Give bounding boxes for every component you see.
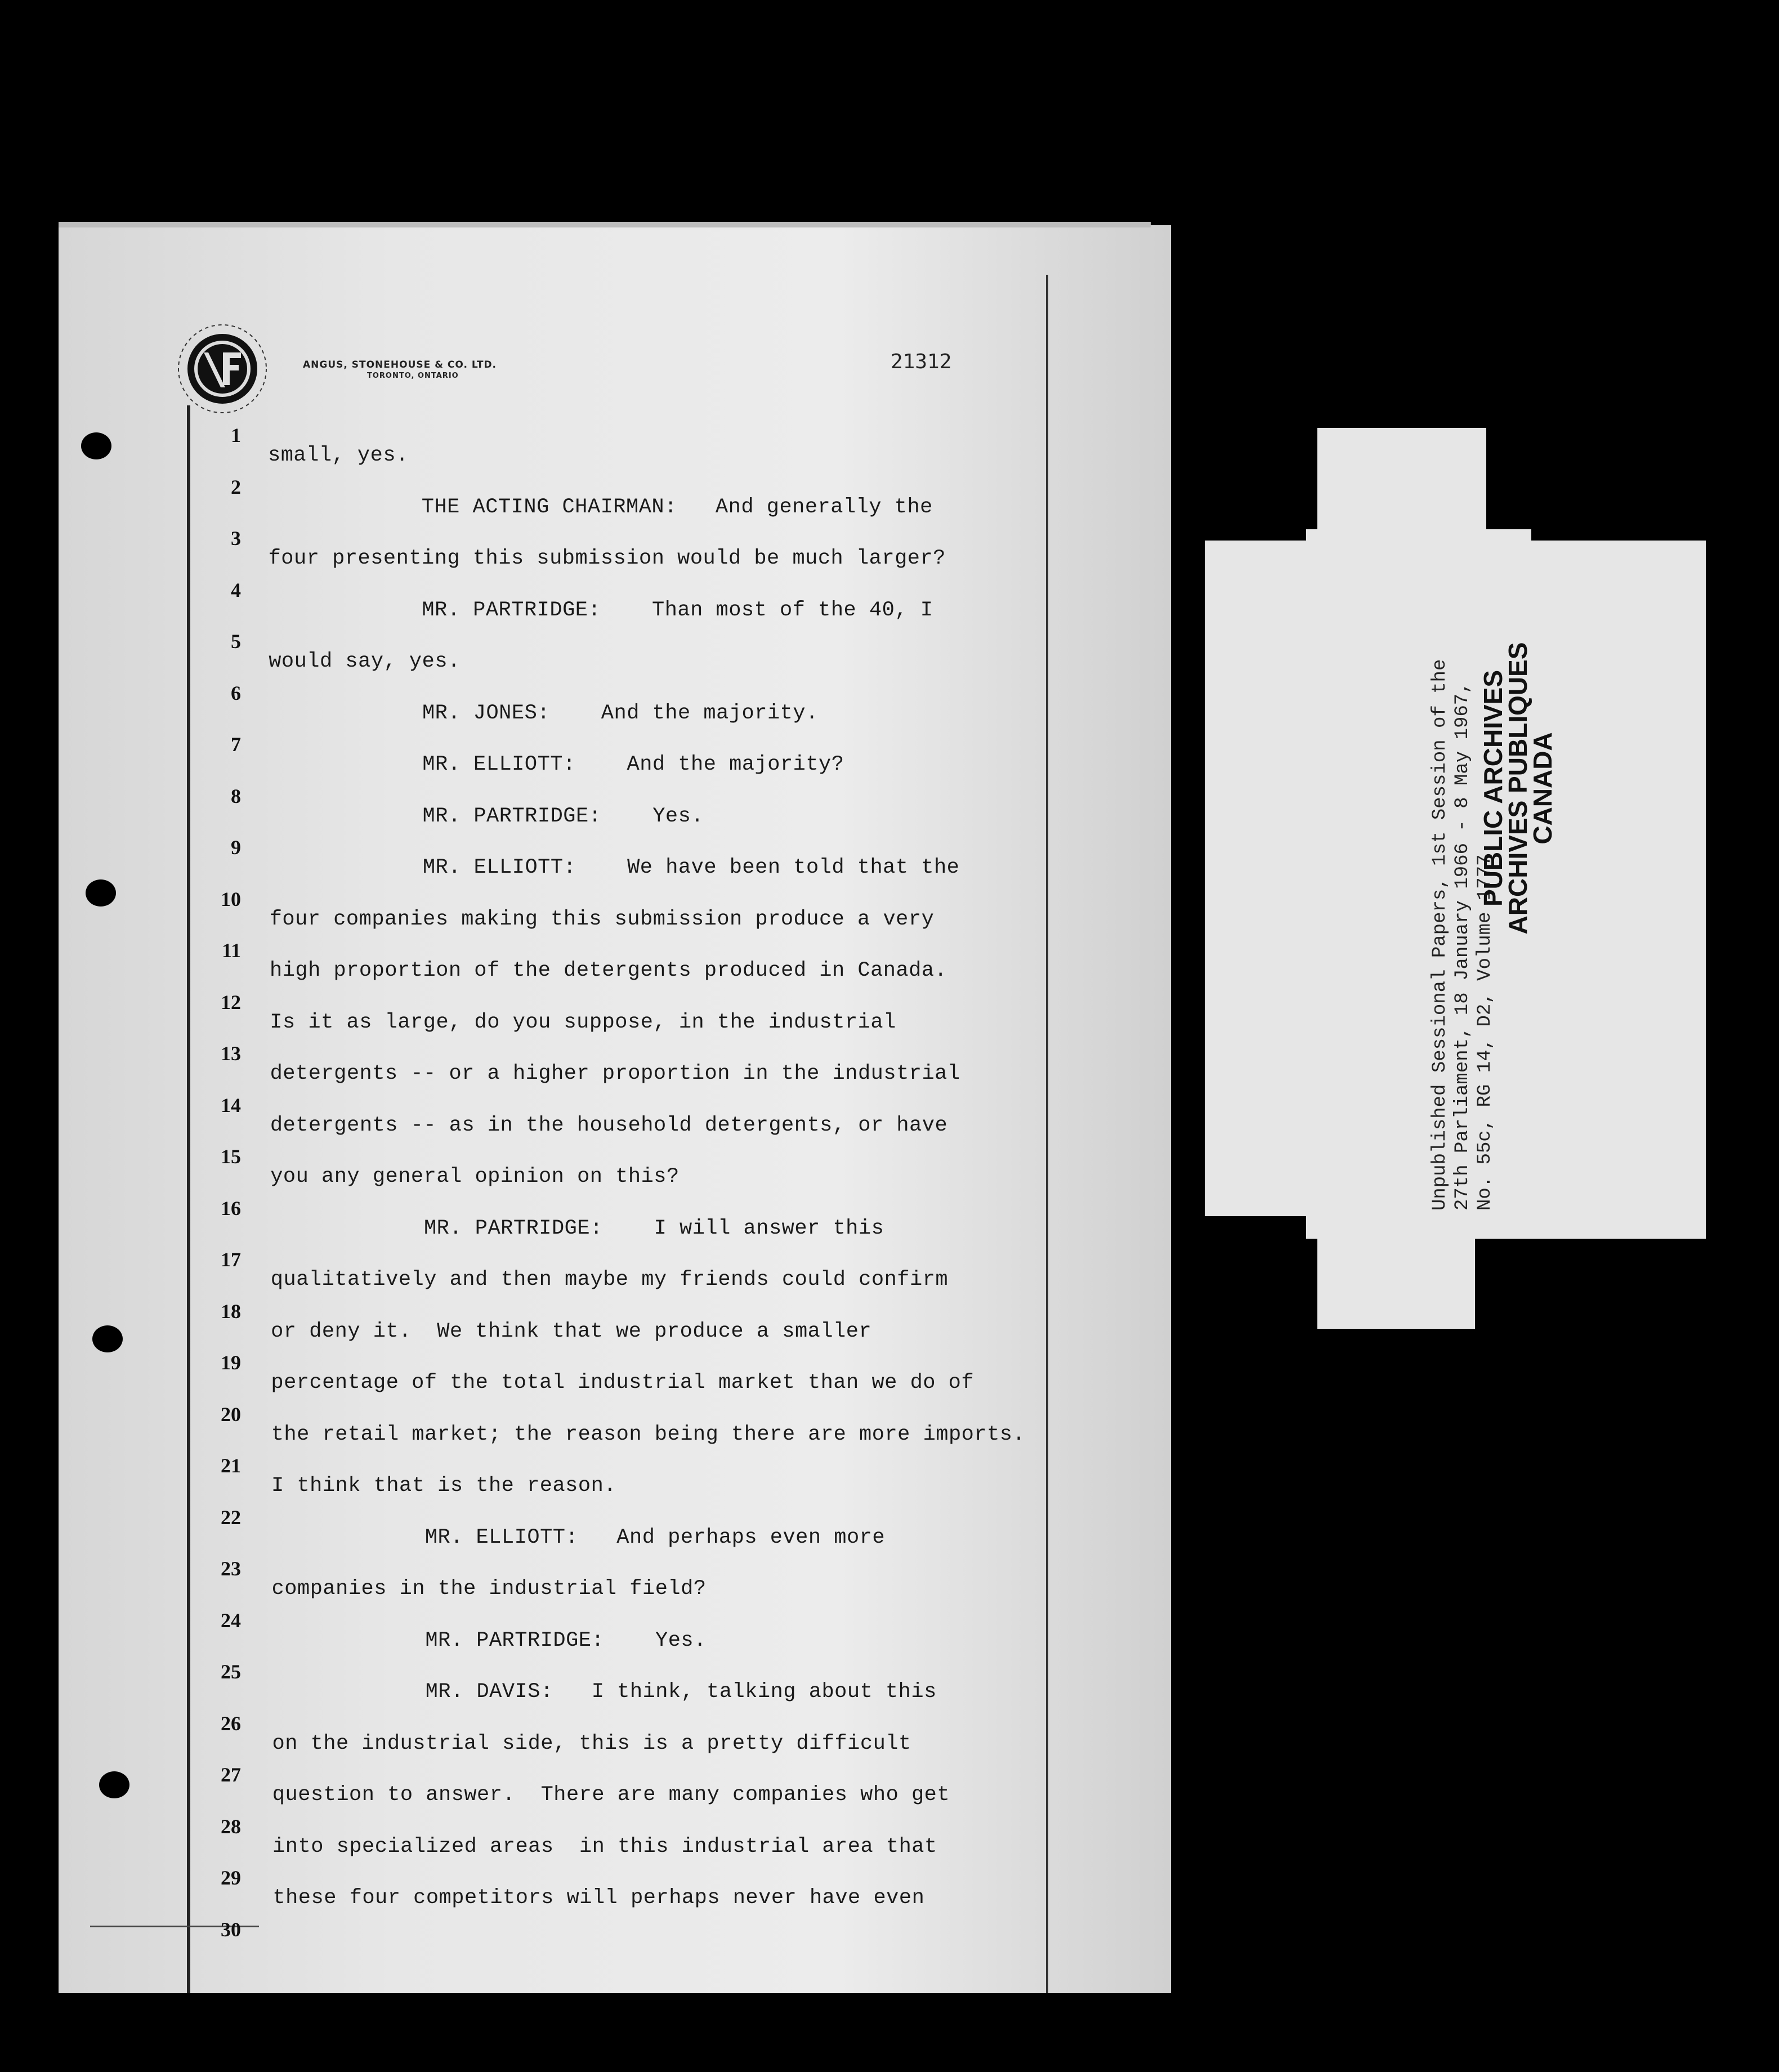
line-number: 14 bbox=[221, 1093, 241, 1117]
binder-hole bbox=[92, 1325, 123, 1352]
archive-line-3: No. 55c, RG 14, D2, Volume 1777. bbox=[1474, 843, 1496, 1211]
transcript-line: into specialized areas in this industrial area that bbox=[272, 1834, 937, 1859]
line-number: 16 bbox=[221, 1196, 241, 1220]
line-number: 28 bbox=[221, 1815, 241, 1838]
transcript-line: detergents -- or a higher proportion in the industrial bbox=[270, 1062, 960, 1086]
page-number: 21312 bbox=[891, 350, 952, 373]
line-number: 22 bbox=[221, 1506, 241, 1529]
left-margin-rule bbox=[187, 405, 190, 1993]
line-number: 17 bbox=[221, 1248, 241, 1271]
transcript-line: four presenting this submission would be much larger? bbox=[268, 547, 946, 570]
line-number: 10 bbox=[221, 887, 241, 910]
transcript-line: MR. ELLIOTT: We have been told that the bbox=[269, 856, 960, 879]
transcript-line: MR. JONES: And the majority. bbox=[269, 701, 819, 725]
stamp-line-3: CANADA bbox=[1528, 732, 1557, 845]
line-number: 20 bbox=[221, 1403, 241, 1426]
transcript-line: I think that is the reason. bbox=[271, 1474, 616, 1498]
transcript-line: high proportion of the detergents produced in Canada. bbox=[270, 959, 947, 983]
line-number: 23 bbox=[221, 1557, 241, 1580]
line-number: 27 bbox=[221, 1763, 241, 1786]
line-number: 8 bbox=[231, 784, 241, 807]
transcript-line: on the industrial side, this is a pretty difficult bbox=[272, 1731, 911, 1756]
line-number: 4 bbox=[231, 578, 241, 601]
transcript-line: percentage of the total industrial market than we do of bbox=[271, 1371, 975, 1395]
line-number: 9 bbox=[231, 836, 241, 859]
line-number: 24 bbox=[221, 1609, 241, 1632]
transcript-line: companies in the industrial field? bbox=[271, 1577, 707, 1601]
transcript-line: MR. PARTRIDGE: Than most of the 40, I bbox=[268, 598, 933, 622]
binder-hole bbox=[86, 879, 116, 906]
line-number: 6 bbox=[231, 681, 241, 704]
right-margin-rule bbox=[1046, 275, 1048, 1993]
transcript-line: MR. PARTRIDGE: I will answer this bbox=[270, 1216, 884, 1240]
transcription-seal-logo bbox=[169, 315, 276, 422]
line-number: 3 bbox=[231, 527, 241, 550]
stamp-line-1: PUBLIC ARCHIVES bbox=[1478, 670, 1508, 906]
page-edge bbox=[59, 222, 1151, 227]
transcript-line: THE ACTING CHAIRMAN: And generally the bbox=[268, 495, 933, 519]
archive-line-2: 27th Parliament, 18 January 1966 - 8 May 1967, bbox=[1452, 682, 1473, 1211]
transcript-line: would say, yes. bbox=[269, 650, 461, 673]
line-number: 21 bbox=[221, 1454, 241, 1477]
transcript-line: question to answer. There are many companies who get bbox=[272, 1783, 950, 1807]
line-number: 15 bbox=[221, 1145, 241, 1168]
line-number: 29 bbox=[221, 1866, 241, 1889]
line-number: 2 bbox=[231, 475, 241, 498]
line-number: 18 bbox=[221, 1300, 241, 1323]
binder-hole bbox=[99, 1771, 129, 1798]
firm-letterhead bbox=[303, 359, 497, 380]
transcript-line: Is it as large, do you suppose, in the industrial bbox=[270, 1010, 896, 1034]
line-number: 30 bbox=[221, 1918, 241, 1941]
label-tab bbox=[1317, 1227, 1475, 1329]
line-number: 7 bbox=[231, 733, 241, 756]
firm-name: ANGUS, STONEHOUSE & CO. LTD. bbox=[303, 359, 497, 370]
transcript-line: MR. DAVIS: I think, talking about this bbox=[272, 1680, 937, 1704]
archive-line-1: Unpublished Sessional Papers, 1st Session of the bbox=[1429, 659, 1451, 1211]
firm-city: TORONTO, ONTARIO bbox=[367, 372, 459, 380]
transcript-line: the retail market; the reason being there are more imports. bbox=[271, 1422, 1026, 1446]
line-number: 13 bbox=[221, 1042, 241, 1065]
line-number: 26 bbox=[221, 1712, 241, 1735]
line-number: 25 bbox=[221, 1660, 241, 1683]
transcript-line: four companies making this submission produce a very bbox=[269, 907, 935, 931]
transcript-line: or deny it. We think that we produce a smaller bbox=[271, 1319, 872, 1343]
transcript-line: MR. PARTRIDGE: Yes. bbox=[269, 804, 704, 828]
line-number: 5 bbox=[231, 630, 241, 653]
binder-hole bbox=[81, 432, 111, 459]
transcript-line: MR. ELLIOTT: And perhaps even more bbox=[271, 1525, 886, 1549]
transcript-line: detergents -- as in the household detergents, or have bbox=[270, 1113, 948, 1137]
transcript-line: small, yes. bbox=[268, 444, 409, 467]
transcript-line: qualitatively and then maybe my friends could confirm bbox=[270, 1268, 949, 1292]
line-number: 12 bbox=[221, 990, 241, 1013]
line-number: 1 bbox=[231, 424, 241, 446]
transcript-line: these four competitors will perhaps never have even bbox=[272, 1886, 925, 1910]
stamp-line-2: ARCHIVES PUBLIQUES bbox=[1503, 642, 1532, 935]
line-number: 11 bbox=[221, 939, 241, 962]
transcript-line: MR. PARTRIDGE: Yes. bbox=[271, 1628, 707, 1653]
transcript-line: you any general opinion on this? bbox=[270, 1165, 680, 1189]
transcript-line: MR. ELLIOTT: And the majority? bbox=[269, 753, 844, 776]
line-number: 19 bbox=[221, 1351, 241, 1374]
